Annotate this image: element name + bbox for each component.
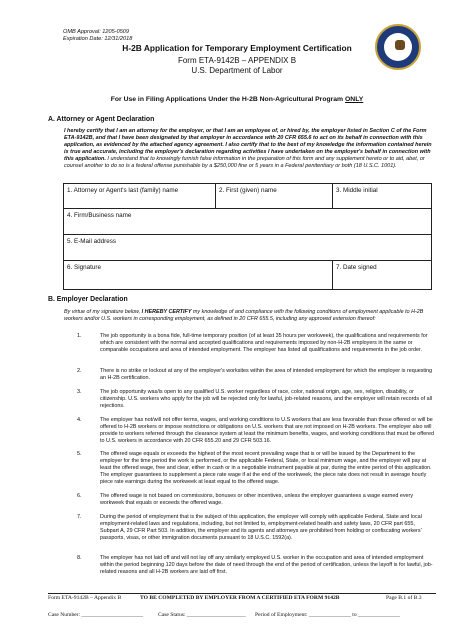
item-number: 2. <box>77 368 82 374</box>
email-field[interactable]: 5. E-Mail address <box>64 235 432 261</box>
department-of-labor-seal-icon <box>375 24 421 70</box>
footer-divider <box>48 593 436 594</box>
item-number: 5. <box>77 451 82 457</box>
last-name-field[interactable]: 1. Attorney or Agent's last (family) name <box>64 184 216 209</box>
first-name-field[interactable]: 2. First (given) name <box>216 184 333 209</box>
employer-declaration-intro: By virtue of my signature below, I HEREBY CERTIFY my knowledge of and compliance with the following conditions of employment applicable to H-2B workers and/or U.S. workers in corresponding employment, as defined in 20 CFR 655.5, including any approved extension thereof: <box>64 309 424 322</box>
expiration-date: Expiration Date: 12/31/2018 <box>63 36 133 42</box>
section-b-heading: B. Employer Declaration <box>48 296 128 303</box>
item-number: 6. <box>77 493 82 499</box>
item-number: 7. <box>77 514 82 520</box>
omb-approval <box>63 29 132 43</box>
declaration-item: The job opportunity is a bona fide, full-time temporary position (of at least 35 hours per workweek), the qualifications and requirements for which are consistent with the normal and accepted qualifications and requirements imposed by non-H-2B employers in the same or comparable occupations and area of intended employment. The employer has listed all qualifications and requirements in the job order. <box>100 333 428 353</box>
item-number: 1. <box>77 333 82 339</box>
period-of-employment-field[interactable]: Period of Employment: _______________ to _______________ <box>255 612 400 618</box>
firm-name-field[interactable]: 4. Firm/Business name <box>64 209 432 235</box>
middle-initial-field[interactable]: 3. Middle initial <box>333 184 432 209</box>
attorney-certification: I hereby certify that I am an attorney for the employer, or that I am an employee of, or hired by, the employer listed in Section C of the Form ETA-9142B, and that I have been designated by that employer in accordance with 20 CFR 655.6 to act on its behalf in connection with this application, as evidenced by the attached agency agreement. I also certify that to the best of my knowledge the information contained herein is true and accurate, including the employer's declaration regarding activities I have undertaken on the employer's behalf in connection with this application. I understand that to knowingly furnish false information in the preparation of this form and any supplement hereto or to aid, abet, or counsel another to do so is a federal offense punishable by a $250,000 fine or 5 years in a Federal penitentiary or both (18 U.S.C. 1001). <box>64 128 432 170</box>
omb-number: OMB Approval: 1205-0509 <box>63 29 130 35</box>
declaration-item: The job opportunity was/is open to any qualified U.S. worker regardless of race, color, national origin, age, sex, religion, disability, or citizenship. U.S. workers who apply for the job will be rejected only for lawful, job-related reasons, and the employer will retain records of all rejections. <box>100 389 432 409</box>
item-number: 4. <box>77 417 82 423</box>
footer-form-id: Form ETA-9142B – Appendix B <box>48 595 122 601</box>
case-status-field[interactable]: Case Status: _____________________ <box>158 612 246 618</box>
declaration-item: The offered wage is not based on commissions, bonuses or other incentives, unless the employer guarantees a wage earned every workweek that equals or exceeds the offered wage. <box>100 493 414 506</box>
case-number-field[interactable]: Case Number: ______________________ <box>48 612 144 618</box>
section-a-heading: A. Attorney or Agent Declaration <box>48 116 155 123</box>
declaration-item: There is no strike or lockout at any of the employer's worksites within the area of intended employment for which the employer is requesting an H-2B certification. <box>100 368 433 381</box>
footer-page-number: Page B.1 of B.3 <box>386 595 422 601</box>
declaration-item: The employer has not/will not offer terms, wages, and working conditions to U.S workers that are less favorable than those offered or will be offered to H-2B workers or impose restrictions or obligations on U.S. workers that are not imposed on H-2B workers. The employer also will provide to workers referred through the clearance system at least the minimum benefits, wages, and working conditions that must be offered to U.S. workers in accordance with 20 CFR 655.20 and 29 CFR 503.16. <box>100 417 434 444</box>
declaration-item: The offered wage equals or exceeds the highest of the most recent prevailing wage that is or will be issued by the Department to the employer for the time period the work is performed, or the applicable Federal, State, or local minimum wage, and the employer will pay at least the offered wage, free and clear, either in cash or in a negotiable instrument payable at par, during the entire period of this application. The employer guarantees to supplement a piece rate wage if at the end of the workweek, the piece rate does not result in average hourly piece rate earnings during the workweek at least equal to the offered wage. <box>100 451 432 485</box>
form-name: Form ETA-9142B – APPENDIX B <box>177 56 297 65</box>
declaration-item: During the period of employment that is the subject of this application, the employer will comply with applicable Federal, State and local employment-related laws and regulations, including, but not limited to, employment-related health and safety laws, 20 CFR part 655, Subpart A, 29 CFR Part 503. In addition, the employer and its agents and attorneys are prohibited from holding or confiscating workers' passports, visas, or other immigration documents pursuant to 18 U.S.C. 1592(a). <box>100 514 422 541</box>
footer-instruction: TO BE COMPLETED BY EMPLOYER FROM A CERTIFIED ETA FORM 9142B <box>140 595 340 601</box>
declaration-item: The employer has not laid off and will not lay off any similarly employed U.S. worker in the occupation and area of intended employment within the period beginning 120 days before the date of need through the end of the period of certification, unless the layoff is for lawful, job-related reasons and all H-2B workers are laid off first. <box>100 555 433 575</box>
signature-field[interactable]: 6. Signature <box>64 261 333 290</box>
use-notice: For Use in Filing Applications Under the H-2B Non-Agricultural Program ONLY <box>110 96 364 103</box>
item-number: 8. <box>77 555 82 561</box>
attorney-info-table <box>63 183 432 290</box>
date-signed-field[interactable]: 7. Date signed <box>333 261 432 290</box>
item-number: 3. <box>77 389 82 395</box>
form-title: H-2B Application for Temporary Employment Certification <box>122 43 352 53</box>
department-name: U.S. Department of Labor <box>191 66 283 75</box>
